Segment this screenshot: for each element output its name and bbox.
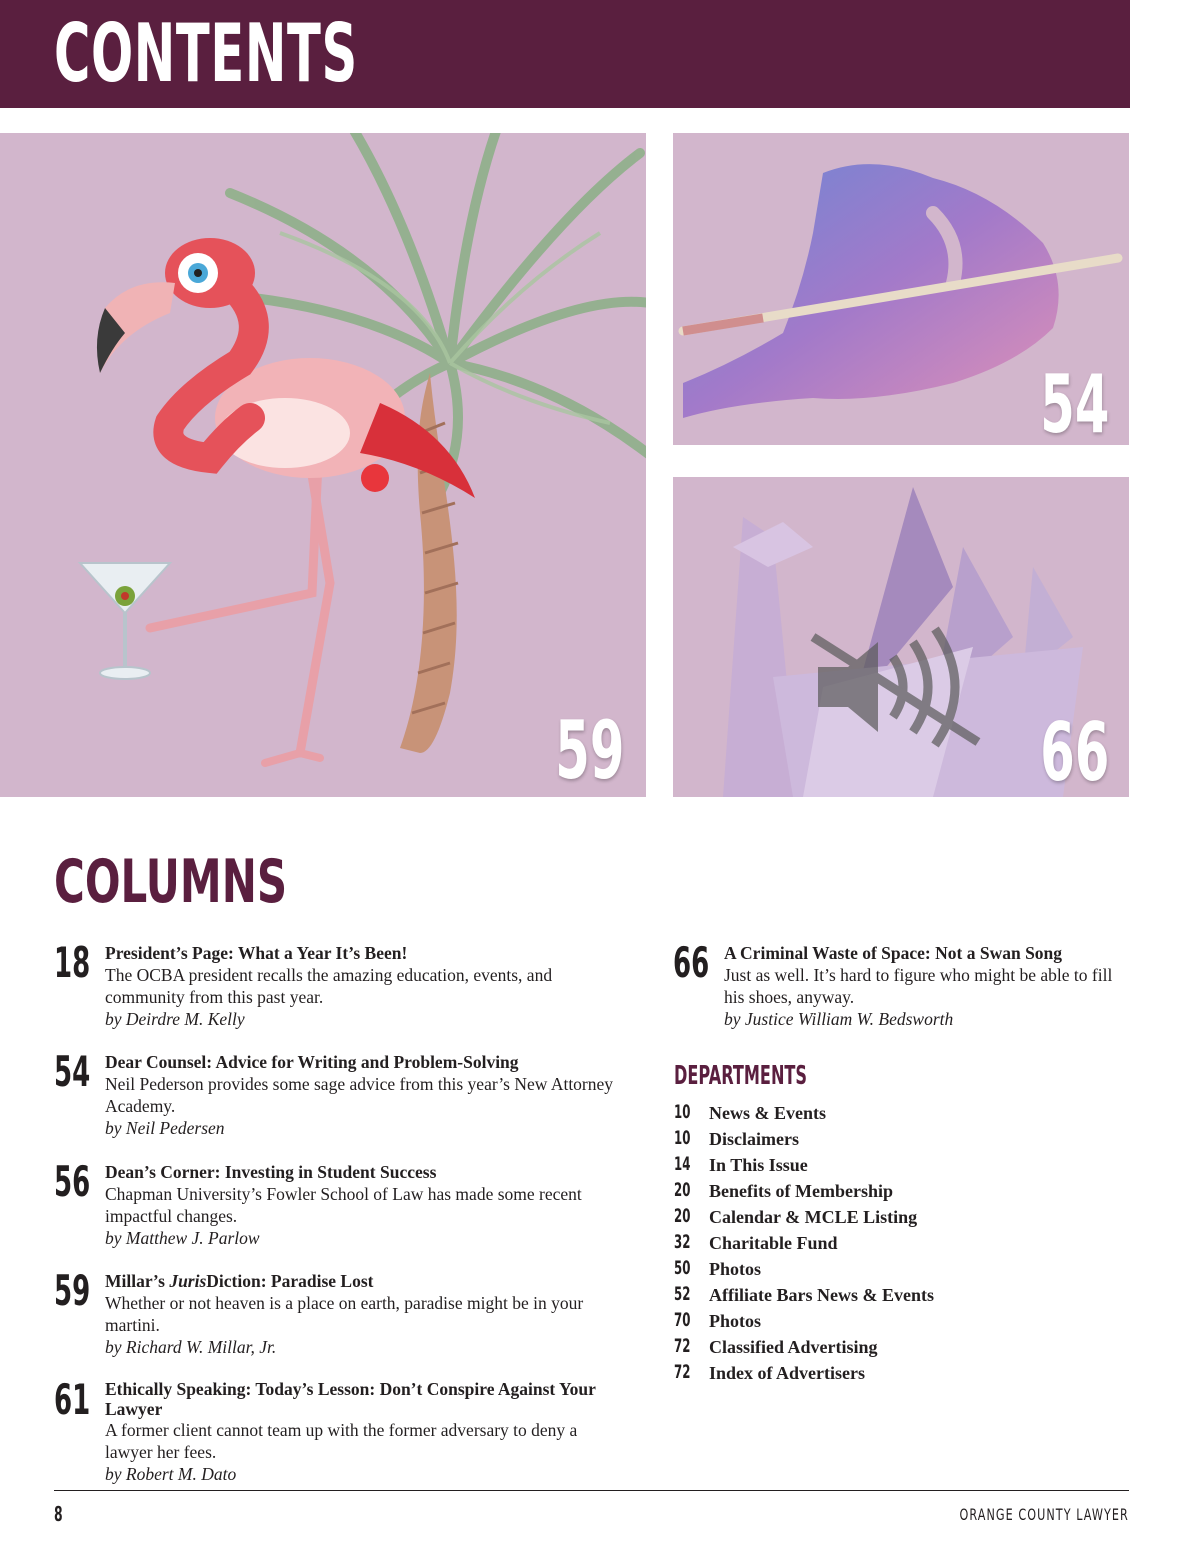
entry-byline: by Robert M. Dato: [105, 1464, 237, 1484]
dept-page-number: 20: [674, 1205, 691, 1227]
page-number-badge: 59: [554, 704, 624, 797]
entry-description: Just as well. It’s hard to figure who might be able to fill his shoes, anyway.: [724, 965, 1113, 1007]
dept-page-number: 52: [674, 1283, 691, 1305]
entry-page-number: 59: [54, 1266, 91, 1315]
entry-description: A former client cannot team up with the former adversary to deny a lawyer her fees.: [105, 1420, 578, 1462]
publication-name: ORANGE COUNTY LAWYER: [959, 1505, 1129, 1524]
dept-page-number: 72: [674, 1335, 691, 1357]
entry-page-number: 54: [54, 1047, 91, 1096]
dept-page-number: 14: [674, 1153, 691, 1175]
dept-label: Photos: [709, 1259, 762, 1279]
entry-description: Whether or not heaven is a place on earth, paradise might be in your martini.: [105, 1293, 584, 1335]
entry-title: Ethically Speaking: Today’s Lesson: Don’t Conspire Against Your Lawyer: [105, 1379, 596, 1419]
footer-divider: [54, 1490, 1129, 1491]
dept-label: In This Issue: [709, 1155, 808, 1175]
page-number-badge: 66: [1039, 706, 1109, 797]
page-number-badge: 54: [1039, 358, 1109, 445]
dept-label: Photos: [709, 1311, 762, 1331]
dept-label: Affiliate Bars News & Events: [709, 1285, 934, 1305]
dept-label: Index of Advertisers: [709, 1363, 865, 1383]
entry-description: Neil Pederson provides some sage advice from this year’s New Attorney Academy.: [105, 1074, 614, 1116]
entry-byline: by Matthew J. Parlow: [105, 1228, 260, 1248]
entry-byline: by Neil Pedersen: [105, 1118, 225, 1138]
entry-byline: by Deirdre M. Kelly: [105, 1009, 245, 1029]
dept-page-number: 72: [674, 1361, 691, 1383]
dept-page-number: 70: [674, 1309, 691, 1331]
entry-title: Millar’s JurisDiction: Paradise Lost: [105, 1271, 374, 1291]
dept-label: Classified Advertising: [709, 1337, 878, 1357]
dept-page-number: 20: [674, 1179, 691, 1201]
dept-label: Calendar & MCLE Listing: [709, 1207, 918, 1227]
entry-page-number: 18: [54, 938, 91, 987]
entry-title: A Criminal Waste of Space: Not a Swan Song: [724, 943, 1063, 963]
entry-byline: by Justice William W. Bedsworth: [724, 1009, 954, 1029]
entry-title: Dear Counsel: Advice for Writing and Problem-Solving: [105, 1052, 519, 1072]
contents-title: CONTENTS: [54, 7, 358, 100]
columns-heading: COLUMNS: [54, 847, 288, 917]
flamingo-palm-illustration: [0, 133, 646, 797]
feature-image-swan[interactable]: [673, 477, 1129, 797]
dept-label: Charitable Fund: [709, 1233, 838, 1253]
dept-page-number: 10: [674, 1101, 691, 1123]
dept-page-number: 50: [674, 1257, 691, 1279]
departments-heading: DEPARTMENTS: [674, 1061, 808, 1091]
page-number: 8: [54, 1502, 63, 1526]
dept-label: Benefits of Membership: [709, 1181, 893, 1201]
entry-byline: by Richard W. Millar, Jr.: [105, 1337, 277, 1357]
entry-page-number: 61: [54, 1375, 91, 1424]
dept-page-number: 32: [674, 1231, 691, 1253]
entry-page-number: 56: [54, 1157, 91, 1206]
feature-image-hand[interactable]: [673, 133, 1129, 445]
entry-description: Chapman University’s Fowler School of Law has made some recent impactful changes.: [105, 1184, 582, 1226]
entry-page-number: 66: [673, 938, 710, 987]
dept-label: News & Events: [709, 1103, 826, 1123]
dept-label: Disclaimers: [709, 1129, 799, 1149]
dept-page-number: 10: [674, 1127, 691, 1149]
feature-image-flamingo[interactable]: [0, 133, 646, 797]
entry-title: Dean’s Corner: Investing in Student Success: [105, 1162, 437, 1182]
entry-description: The OCBA president recalls the amazing education, events, and community from this past year.: [105, 965, 553, 1007]
entry-title: President’s Page: What a Year It’s Been!: [105, 943, 408, 963]
